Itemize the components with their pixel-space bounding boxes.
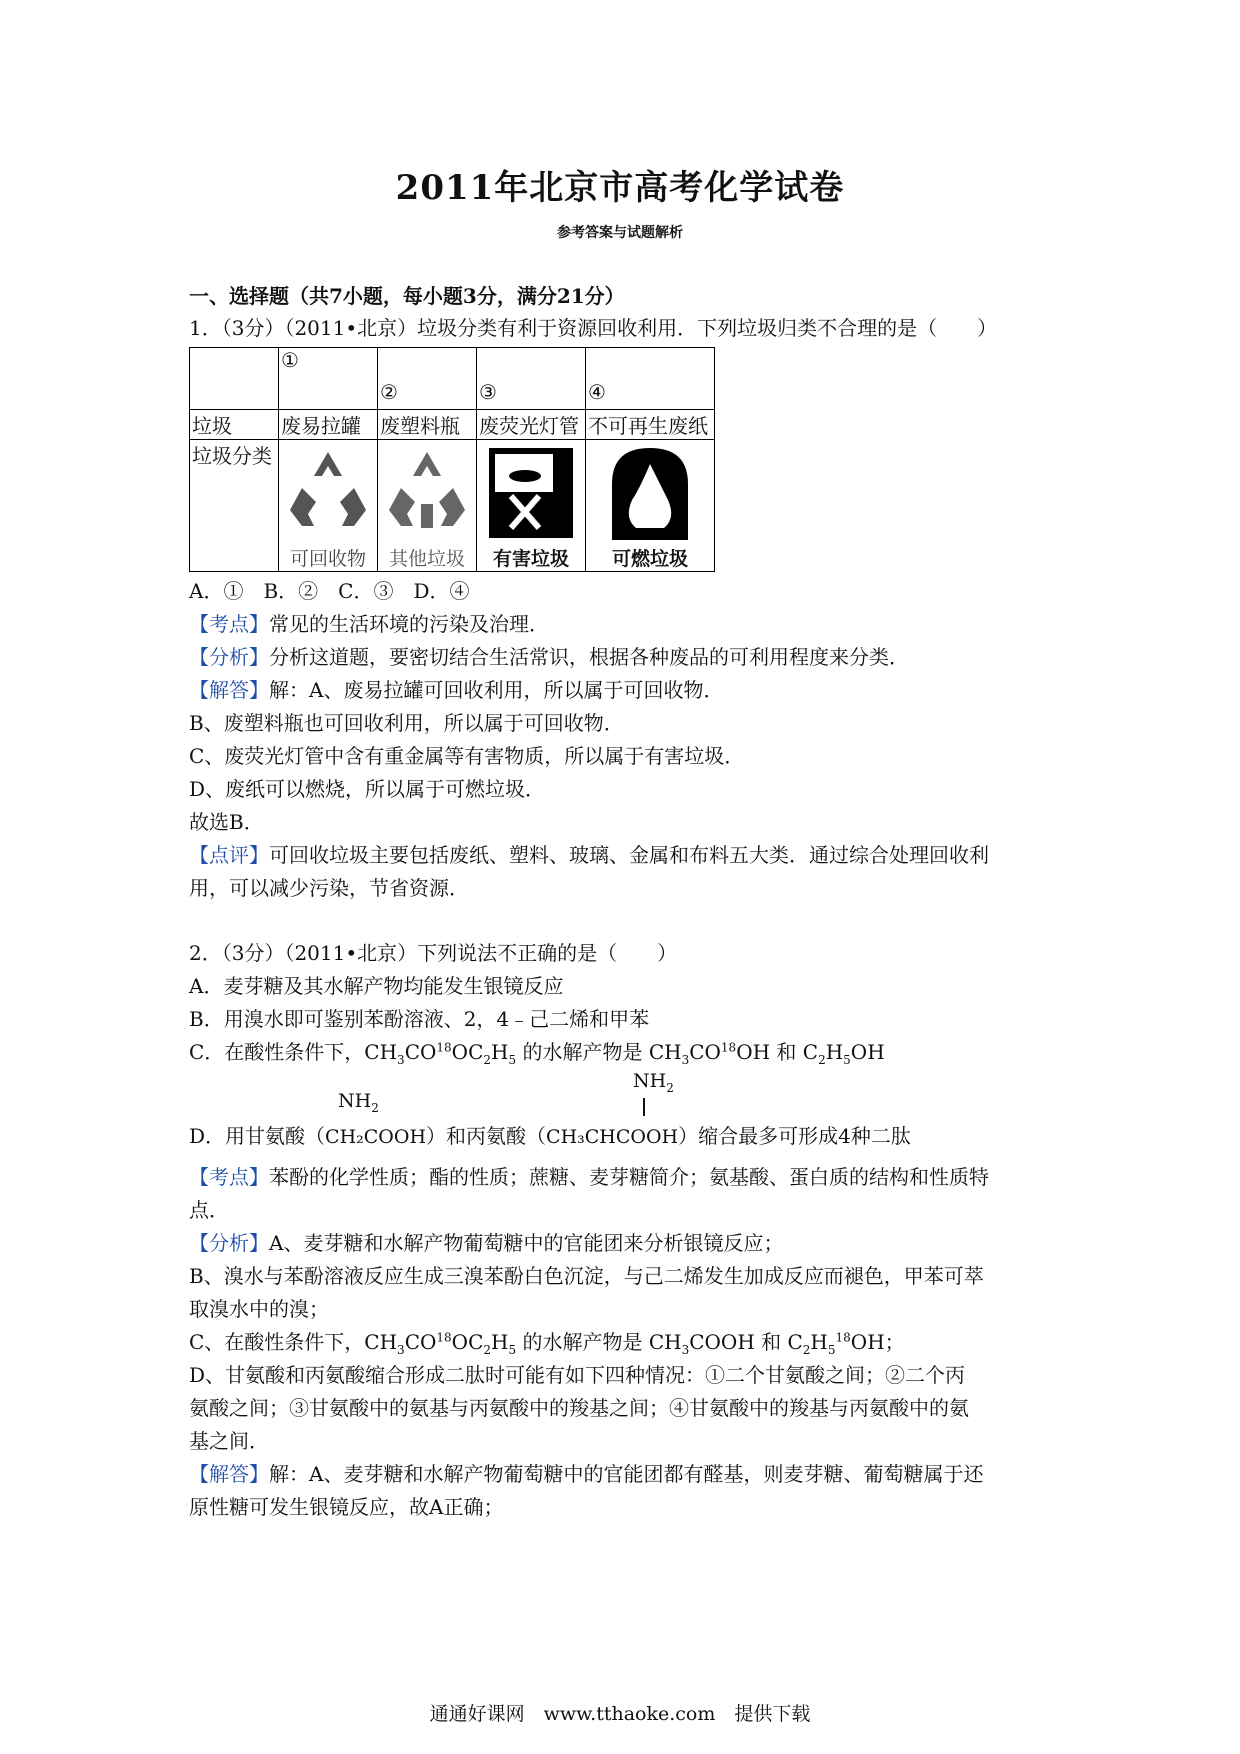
page-title: 2011年北京市高考化学试卷 bbox=[395, 168, 845, 208]
q1-item-4: 不可再生废纸 bbox=[586, 410, 715, 440]
q2-stem: 2．（3分）（2011•北京）下列说法不正确的是（ ） bbox=[189, 941, 678, 965]
q2-kaodian-text-1: 苯酚的化学性质；酯的性质；蔗糖、麦芽糖简介；氨基酸、蛋白质的结构和性质特 bbox=[269, 1165, 989, 1189]
q2-kaodian-text-2: 点． bbox=[189, 1198, 229, 1222]
q1-answer: 故选B． bbox=[189, 810, 264, 834]
q1-kaodian-text: 常见的生活环境的污染及治理． bbox=[269, 612, 549, 636]
q1-dianping bbox=[189, 841, 989, 869]
q2-fenxi bbox=[189, 1229, 783, 1257]
flame-icon bbox=[604, 444, 696, 544]
q1-table bbox=[189, 347, 715, 572]
q2-jieda-text-1: 解：A、麦芽糖和水解产物葡萄糖中的官能团都有醛基，则麦芽糖、葡萄糖属于还 bbox=[269, 1462, 984, 1486]
q2-fenxi-b1: B、溴水与苯酚溶液反应生成三溴苯酚白色沉淀，与己二烯发生加成反应而褪色，甲苯可萃 bbox=[189, 1264, 984, 1288]
q1-jieda-tag: 【解答】 bbox=[189, 678, 269, 702]
q1-symbol-3-caption: 有害垃圾 bbox=[492, 548, 569, 570]
q2-option-c-prefix: C．在酸性条件下，CH bbox=[189, 1040, 398, 1064]
q1-symbol-2-caption: 其他垃圾 bbox=[388, 548, 465, 570]
q2-fenxi-d2: 氨酸之间；③甘氨酸中的氨基与丙氨酸中的羧基之间；④甘氨酸中的羧基与丙氨酸中的氨 bbox=[189, 1396, 969, 1420]
q1-dianping-text-1: 可回收垃圾主要包括废纸、塑料、玻璃、金属和布料五大类．通过综合处理回收利 bbox=[269, 843, 989, 867]
q1-fenxi-text: 分析这道题，要密切结合生活常识，根据各种废品的可利用程度来分类． bbox=[269, 645, 909, 669]
q1-row-label-category: 垃圾分类 bbox=[190, 440, 279, 572]
q1-symbol-3 bbox=[477, 440, 586, 572]
q1-symbol-4 bbox=[586, 440, 715, 572]
q1-jieda bbox=[189, 676, 723, 704]
q2-option-d bbox=[189, 1122, 911, 1151]
q2-option-d-suffix: ）缩合最多可形成4种二肽 bbox=[678, 1124, 911, 1148]
ala-bond-line bbox=[643, 1098, 645, 1116]
q2-option-d-mid: ）和丙氨酸（ bbox=[426, 1124, 547, 1148]
q1-jieda-d: D、废纸可以燃烧，所以属于可燃垃圾． bbox=[189, 777, 546, 801]
q1-symbol-1-caption: 可回收物 bbox=[289, 548, 366, 570]
q1-num-1: ① bbox=[281, 348, 299, 372]
q1-jieda-b: B、废塑料瓶也可回收利用，所以属于可回收物． bbox=[189, 711, 624, 735]
q2-option-d-prefix: D．用甘氨酸（ bbox=[189, 1124, 326, 1148]
q2-fenxi-a: A、麦芽糖和水解产物葡萄糖中的官能团来分析银镜反应； bbox=[269, 1231, 784, 1255]
ala-nh2-label: $NH_2$ bbox=[633, 1070, 674, 1095]
q1-row-label-trash: 垃圾 bbox=[190, 410, 279, 440]
section-heading: 一、选择题（共7小题，每小题3分，满分21分） bbox=[189, 284, 625, 308]
q1-num-4: ④ bbox=[588, 380, 606, 404]
q1-jieda-text: 解：A、废易拉罐可回收利用，所以属于可回收物． bbox=[269, 678, 724, 702]
q1-fenxi-tag: 【分析】 bbox=[189, 645, 269, 669]
q1-num-2: ② bbox=[380, 380, 398, 404]
recycle-icon bbox=[282, 444, 374, 544]
q1-fenxi bbox=[189, 643, 909, 671]
hazardous-icon bbox=[485, 444, 577, 544]
q1-dianping-tag: 【点评】 bbox=[189, 843, 269, 867]
q1-symbol-4-caption: 可燃垃圾 bbox=[611, 548, 688, 570]
q2-option-a: A．麦芽糖及其水解产物均能发生银镜反应 bbox=[189, 974, 564, 998]
q1-dianping-text-2: 用，可以减少污染，节省资源． bbox=[189, 876, 469, 900]
q1-item-3: 废荧光灯管 bbox=[477, 410, 586, 440]
other-waste-icon bbox=[381, 444, 473, 544]
glycine-formula: CH₂COOH bbox=[325, 1126, 427, 1148]
q1-kaodian-tag: 【考点】 bbox=[189, 612, 269, 636]
q2-kaodian-tag: 【考点】 bbox=[189, 1165, 269, 1189]
q2-jieda-text-2: 原性糖可发生银镜反应，故A正确； bbox=[189, 1495, 504, 1519]
q1-num-3: ③ bbox=[479, 380, 497, 404]
page-subtitle: 参考答案与试题解析 bbox=[557, 225, 683, 241]
q1-symbol-1 bbox=[279, 440, 378, 572]
alanine-formula: CH₃CHCOOH bbox=[546, 1126, 679, 1148]
q2-fenxi-d1: D、甘氨酸和丙氨酸缩合形成二肽时可能有如下四种情况：①二个甘氨酸之间；②二个丙 bbox=[189, 1363, 966, 1387]
q2-fenxi-c: C、在酸性条件下，$CH_3CO^{18}OC_2H_5$ 的水解产物是 $CH_3COOH$ 和 $C_2H_5^{18}OH$； bbox=[189, 1330, 905, 1357]
q2-jieda bbox=[189, 1460, 983, 1488]
q2-jieda-tag: 【解答】 bbox=[189, 1462, 269, 1486]
q1-item-2: 废塑料瓶 bbox=[378, 410, 477, 440]
q2-fenxi-d3: 基之间． bbox=[189, 1429, 269, 1453]
q1-kaodian bbox=[189, 610, 549, 638]
q1-stem: 1．（3分）（2011•北京）垃圾分类有利于资源回收利用．下列垃圾归类不合理的是（ ） bbox=[189, 316, 998, 340]
gly-nh2-label: $NH_2$ bbox=[338, 1090, 379, 1115]
q2-kaodian bbox=[189, 1163, 989, 1191]
page-footer: 通通好课网 www.tthaoke.com 提供下载 bbox=[429, 1703, 811, 1725]
gly-nh2-text: NH bbox=[338, 1090, 372, 1112]
q1-jieda-c: C、废荧光灯管中含有重金属等有害物质，所以属于有害垃圾． bbox=[189, 744, 745, 768]
q2-option-b: B．用溴水即可鉴别苯酚溶液、2，4﹣己二烯和甲苯 bbox=[189, 1007, 650, 1031]
q1-item-1: 废易拉罐 bbox=[279, 410, 378, 440]
q2-fenxi-b2: 取溴水中的溴； bbox=[189, 1297, 329, 1321]
ala-nh2-text: NH bbox=[633, 1070, 667, 1092]
q2-option-c: C．在酸性条件下，$CH_3CO^{18}OC_2H_5$ 的水解产物是 $CH_3CO^{18}OH$ 和 $C_2H_5OH$ bbox=[189, 1040, 885, 1067]
q1-options: A．① B．② C．③ D．④ bbox=[189, 579, 470, 603]
q2-fenxi-tag: 【分析】 bbox=[189, 1231, 269, 1255]
q1-symbol-2 bbox=[378, 440, 477, 572]
